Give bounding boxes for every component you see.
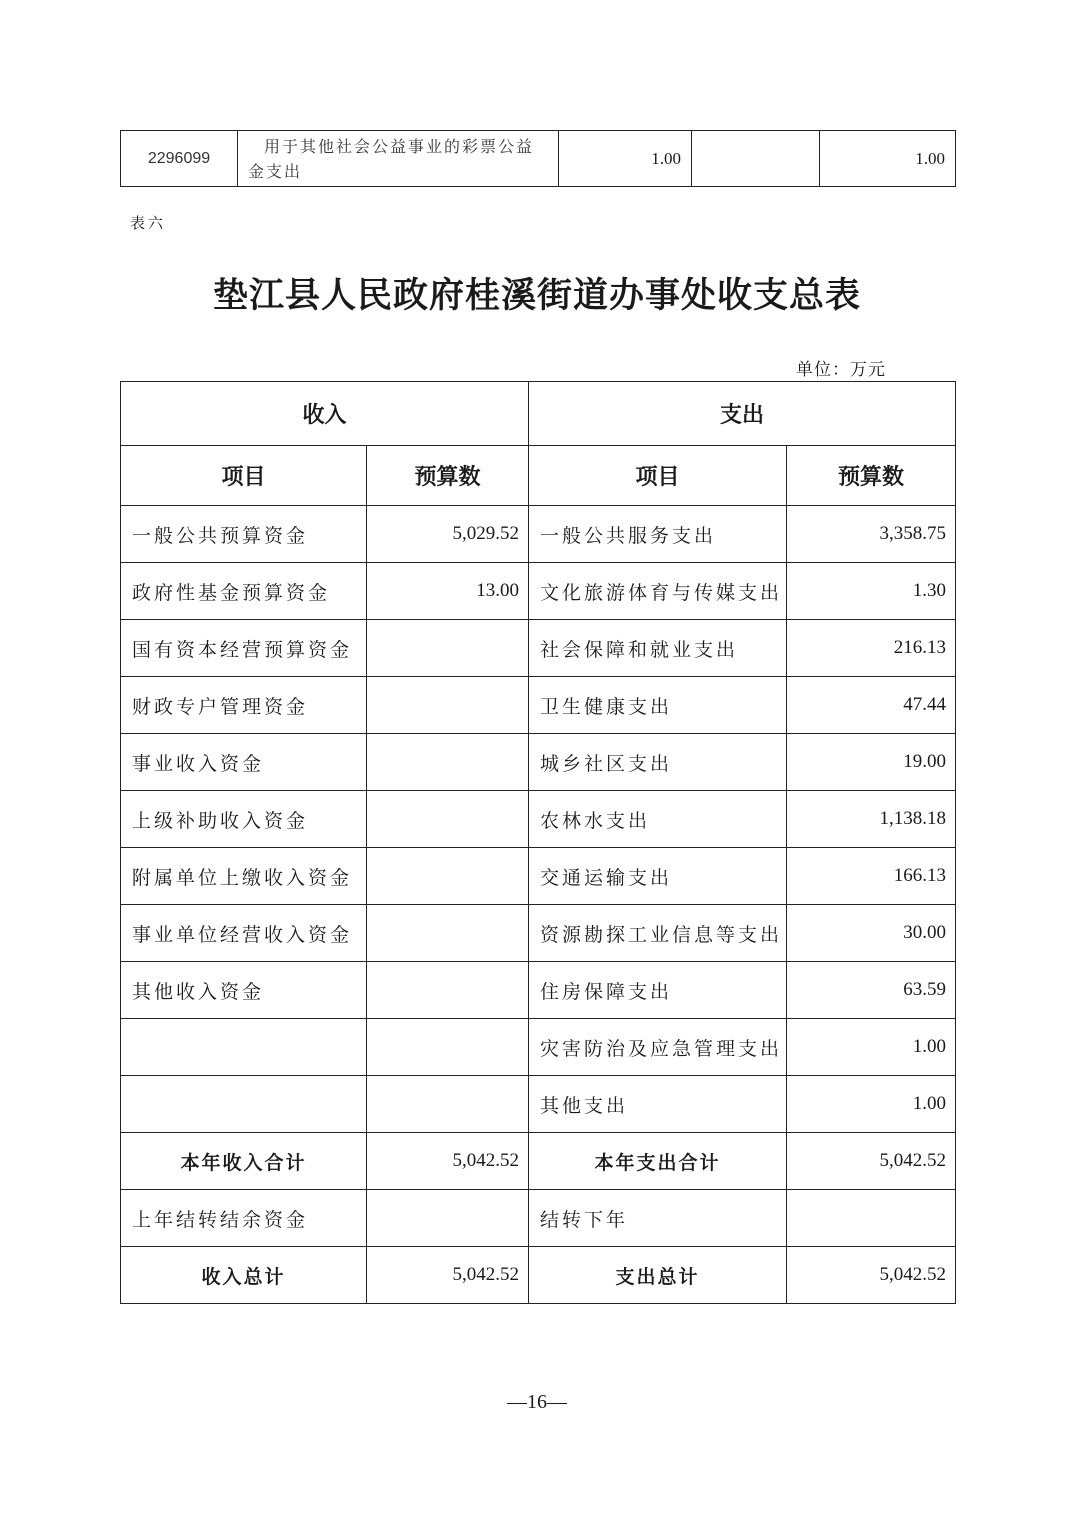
expense-item: 其他支出: [529, 1076, 787, 1133]
expense-total-value: 5,042.52: [787, 1133, 956, 1190]
carry-out-value: [787, 1190, 956, 1247]
income-value: [367, 962, 529, 1019]
income-total-label: 本年收入合计: [121, 1133, 367, 1190]
expense-item: 交通运输支出: [529, 848, 787, 905]
expense-value: 166.13: [787, 848, 956, 905]
expense-value: 1.30: [787, 563, 956, 620]
expense-section-header: 支出: [529, 382, 956, 446]
income-value: 5,029.52: [367, 506, 529, 563]
item-description: 用于其他社会公益事业的彩票公益金支出: [238, 131, 559, 187]
income-item: [121, 1019, 367, 1076]
expense-grand-total-value: 5,042.52: [787, 1247, 956, 1304]
income-item: 国有资本经营预算资金: [121, 620, 367, 677]
item-value: 1.00: [820, 131, 956, 187]
expense-value: 3,358.75: [787, 506, 956, 563]
expense-item: 农林水支出: [529, 791, 787, 848]
expense-grand-total-label: 支出总计: [529, 1247, 787, 1304]
unit-label: 单位：万元: [796, 360, 886, 380]
income-total-value: 5,042.52: [367, 1133, 529, 1190]
table-row: [121, 506, 956, 563]
income-value: [367, 848, 529, 905]
expense-value: 216.13: [787, 620, 956, 677]
table-row: [121, 848, 956, 905]
income-value: [367, 791, 529, 848]
expense-item: 一般公共服务支出: [529, 506, 787, 563]
expense-value: 1.00: [787, 1019, 956, 1076]
page-number: —16—: [507, 1391, 567, 1413]
item-value: [692, 131, 820, 187]
income-item: 附属单位上缴收入资金: [121, 848, 367, 905]
income-value: [367, 734, 529, 791]
table-row: [121, 734, 956, 791]
income-value: [367, 677, 529, 734]
budget-summary-table: [120, 381, 956, 1304]
table-row: [121, 962, 956, 1019]
carry-in-value: [367, 1190, 529, 1247]
grand-total-row: [121, 1247, 956, 1304]
expense-item: 文化旅游体育与传媒支出: [529, 563, 787, 620]
income-item: 政府性基金预算资金: [121, 563, 367, 620]
income-item: 事业单位经营收入资金: [121, 905, 367, 962]
income-item: 一般公共预算资金: [121, 506, 367, 563]
expense-item: 卫生健康支出: [529, 677, 787, 734]
expense-value: 63.59: [787, 962, 956, 1019]
expense-value: 1.00: [787, 1076, 956, 1133]
table-row: [121, 1076, 956, 1133]
table-row: [121, 677, 956, 734]
page-title: 垫江县人民政府桂溪街道办事处收支总表: [212, 275, 861, 316]
income-value: [367, 905, 529, 962]
income-grand-total-value: 5,042.52: [367, 1247, 529, 1304]
carry-in-label: 上年结转结余资金: [121, 1190, 367, 1247]
column-header-row: [121, 446, 956, 506]
section-header-row: [121, 382, 956, 446]
expense-budget-header: 预算数: [787, 446, 956, 506]
income-value: [367, 1019, 529, 1076]
carry-over-row: [121, 1190, 956, 1247]
income-value: [367, 620, 529, 677]
income-value: 13.00: [367, 563, 529, 620]
item-value: 1.00: [559, 131, 692, 187]
expense-item: 城乡社区支出: [529, 734, 787, 791]
table-row: [121, 620, 956, 677]
income-item-header: 项目: [121, 446, 367, 506]
expense-item: 住房保障支出: [529, 962, 787, 1019]
income-item: 事业收入资金: [121, 734, 367, 791]
carry-out-label: 结转下年: [529, 1190, 787, 1247]
table-row: [121, 905, 956, 962]
expense-item: 资源勘探工业信息等支出: [529, 905, 787, 962]
table-row: [121, 1019, 956, 1076]
year-total-row: [121, 1133, 956, 1190]
table-row: [121, 131, 956, 187]
income-grand-total-label: 收入总计: [121, 1247, 367, 1304]
item-code: 2296099: [121, 131, 238, 187]
income-section-header: 收入: [121, 382, 529, 446]
income-item: [121, 1076, 367, 1133]
expense-value: 19.00: [787, 734, 956, 791]
income-item: 上级补助收入资金: [121, 791, 367, 848]
expense-item: 社会保障和就业支出: [529, 620, 787, 677]
expense-item: 灾害防治及应急管理支出: [529, 1019, 787, 1076]
previous-table-fragment: [120, 130, 956, 187]
income-value: [367, 1076, 529, 1133]
income-budget-header: 预算数: [367, 446, 529, 506]
table-row: [121, 791, 956, 848]
expense-total-label: 本年支出合计: [529, 1133, 787, 1190]
expense-item-header: 项目: [529, 446, 787, 506]
expense-value: 30.00: [787, 905, 956, 962]
table-number-label: 表六: [130, 214, 167, 232]
income-item: 其他收入资金: [121, 962, 367, 1019]
expense-value: 47.44: [787, 677, 956, 734]
table-row: [121, 563, 956, 620]
income-item: 财政专户管理资金: [121, 677, 367, 734]
expense-value: 1,138.18: [787, 791, 956, 848]
